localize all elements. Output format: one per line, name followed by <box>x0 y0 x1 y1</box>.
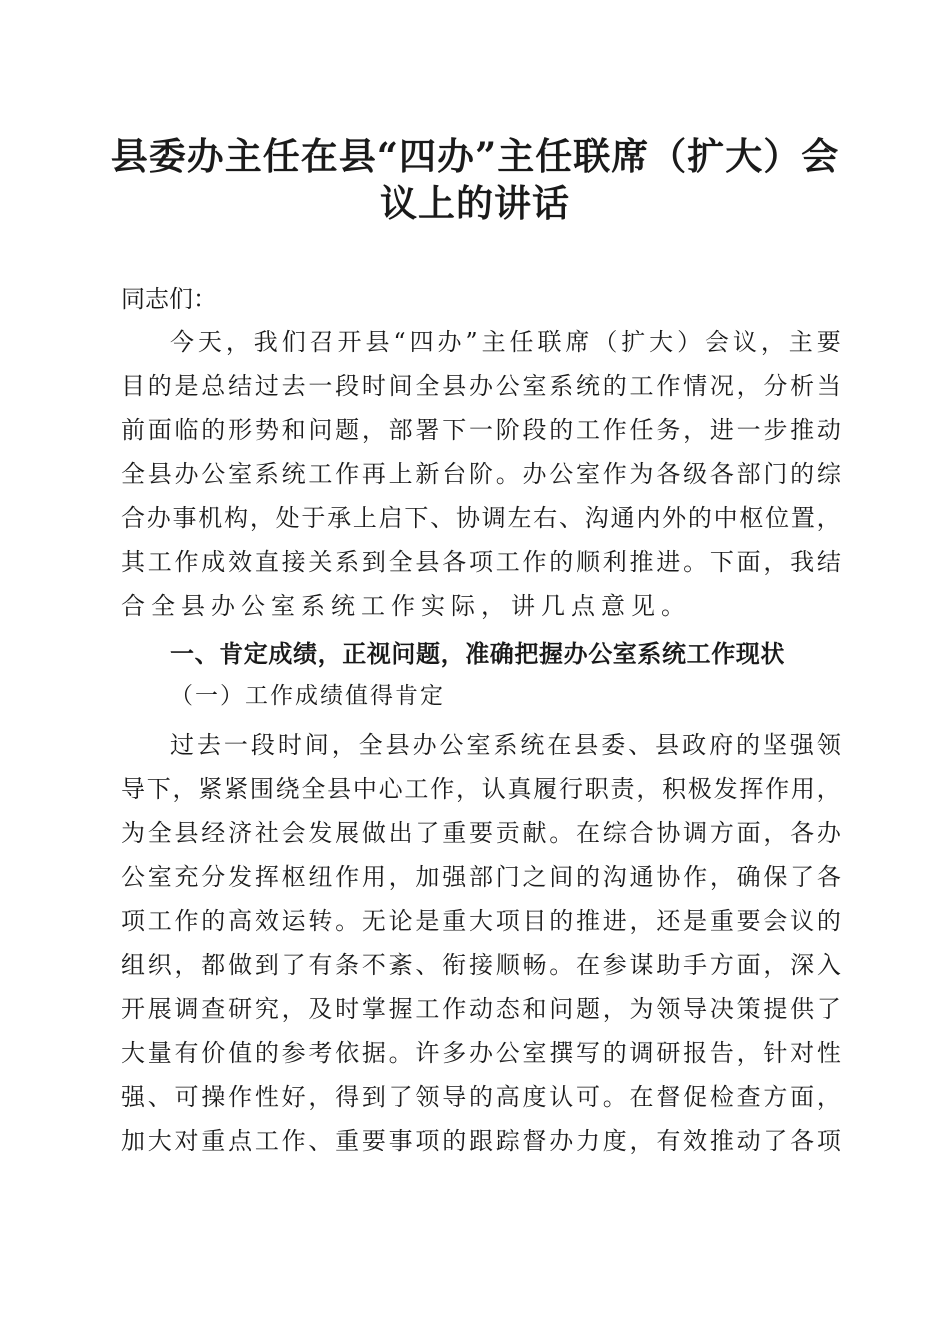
paragraph-line: 加 大 对 重 点 工 作 、 重 要 事 项 的 跟 踪 督 办 力 度 ， 有 效 推 动 了 各 项 <box>121 1127 841 1155</box>
paragraph-line: 项 工 作 的 高 效 运 转 。 无 论 是 重 大 项 目 的 推 进 ， 还 是 重 要 会 议 的 <box>121 907 841 935</box>
paragraph-line: 目 的 是 总 结 过 去 一 段 时 间 全 县 办 公 室 系 统 的 工 作 情 况 ， 分 析 当 <box>121 372 841 400</box>
subsection-heading: （一）工作成绩值得肯定 <box>170 683 445 709</box>
paragraph-line: 其 工 作 成 效 直 接 关 系 到 全 县 各 项 工 作 的 顺 利 推 进 。 下 面 ， 我 结 <box>121 548 841 576</box>
paragraph-line: 合 办 事 机 构 ， 处 于 承 上 启 下 、 协 调 左 右 、 沟 通 内 外 的 中 枢 位 置 ， <box>121 504 841 532</box>
paragraph-line: 全 县 办 公 室 系 统 工 作 再 上 新 台 阶 。 办 公 室 作 为 各 级 各 部 门 的 综 <box>121 460 841 488</box>
paragraph-line: 过 去 一 段 时 间 ， 全 县 办 公 室 系 统 在 县 委 、 县 政 府 的 坚 强 领 <box>170 731 841 759</box>
paragraph-line: 强 、 可 操 作 性 好 ， 得 到 了 领 导 的 高 度 认 可 。 在 督 促 检 查 方 面 ， <box>121 1083 841 1111</box>
paragraph-line: 合全县办公室系统工作实际，讲几点意见。 <box>121 592 691 620</box>
section-heading: 一、肯定成绩，正视问题，准确把握办公室系统工作现状 <box>170 640 785 668</box>
paragraph-line: 大 量 有 价 值 的 参 考 依 据 。 许 多 办 公 室 撰 写 的 调 研 报 告 ， 针 对 性 <box>121 1039 841 1067</box>
paragraph-line: 组 织 ， 都 做 到 了 有 条 不 紊 、 衔 接 顺 畅 。 在 参 谋 助 手 方 面 ， 深 入 <box>121 951 841 979</box>
salutation: 同志们： <box>121 285 217 313</box>
paragraph-line: 公 室 充 分 发 挥 枢 纽 作 用 ， 加 强 部 门 之 间 的 沟 通 协 作 ， 确 保 了 各 <box>121 863 841 891</box>
paragraph-line: 为 全 县 经 济 社 会 发 展 做 出 了 重 要 贡 献 。 在 综 合 协 调 方 面 ， 各 办 <box>121 819 841 847</box>
paragraph-line: 今 天 ， 我 们 召 开 县 “ 四 办 ” 主 任 联 席 （ 扩 大 ） 会 议 ， 主 要 <box>170 328 841 356</box>
document-title <box>100 133 850 227</box>
title-line-2: 议上的讲话 <box>380 181 570 225</box>
paragraph-line: 导 下 ， 紧 紧 围 绕 全 县 中 心 工 作 ， 认 真 履 行 职 责 ， 积 极 发 挥 作 用 ， <box>121 775 841 803</box>
paragraph-line: 前 面 临 的 形 势 和 问 题 ， 部 署 下 一 阶 段 的 工 作 任 务 ， 进 一 步 推 动 <box>121 416 841 444</box>
title-line-1: 县委办主任在县“四办”主任联席（扩大）会 <box>110 134 840 178</box>
paragraph-line: 开 展 调 查 研 究 ， 及 时 掌 握 工 作 动 态 和 问 题 ， 为 领 导 决 策 提 供 了 <box>121 995 841 1023</box>
